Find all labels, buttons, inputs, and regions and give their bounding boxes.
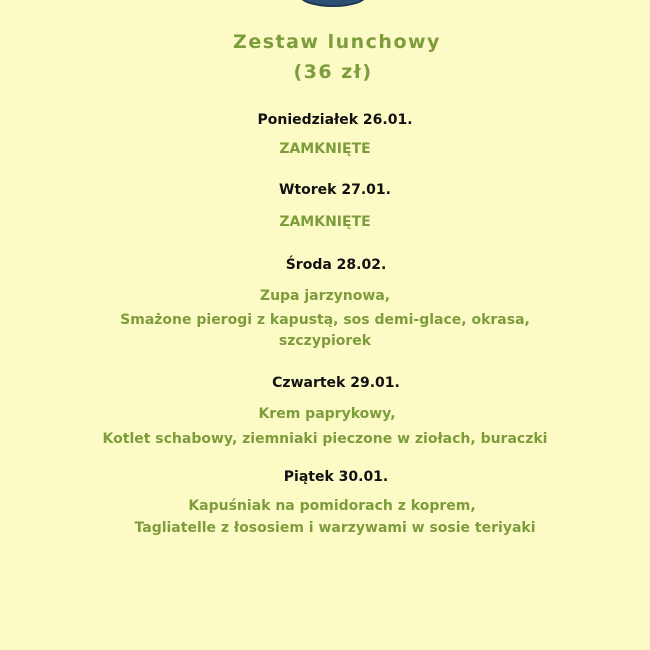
day-heading: Poniedziałek 26.01. [257, 112, 413, 128]
menu-line: Kotlet schabowy, ziemniaki pieczone w ziołach, buraczki [102, 431, 548, 447]
menu-line: ZAMKNIĘTE [279, 141, 371, 157]
menu-line: Kapuśniak na pomidorach z koprem, [188, 498, 476, 514]
menu-line: Smażone pierogi z kapustą, sos demi-glace, okrasa, [120, 312, 530, 328]
menu-title: Zestaw lunchowy [233, 31, 441, 53]
logo [300, 0, 366, 7]
day-heading: Wtorek 27.01. [279, 182, 391, 198]
menu-line: Krem paprykowy, [258, 406, 396, 422]
day-heading: Środa 28.02. [285, 257, 387, 273]
day-heading: Czwartek 29.01. [272, 375, 400, 391]
menu-line: Tagliatelle z łososiem i warzywami w sosie teriyaki [134, 520, 536, 536]
menu-line: szczypiorek [278, 333, 372, 349]
menu-price: (36 zł) [293, 61, 373, 83]
day-heading: Piątek 30.01. [283, 469, 389, 485]
menu-line: Zupa jarzynowa, [259, 288, 391, 304]
menu-line: ZAMKNIĘTE [279, 214, 371, 230]
